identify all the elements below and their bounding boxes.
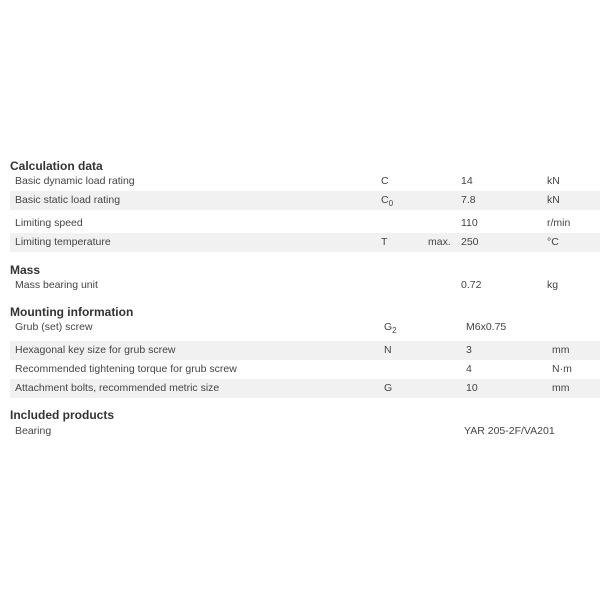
mounting-information-heading: Mounting information [10,305,134,319]
row-label: Basic static load rating [15,194,121,206]
calculation-data-heading: Calculation data [10,159,103,173]
table-row-static-load [10,191,600,210]
row-unit: mm [552,344,570,356]
row-symbol: G [384,382,393,394]
row-value: 7.8 [461,194,476,206]
row-value: M6x0.75 [466,321,507,333]
row-value: 4 [466,363,472,375]
row-symbol [384,318,397,337]
table-row-bearing [10,422,600,441]
row-value: 3 [466,344,472,356]
row-unit: kN [547,194,560,206]
row-symbol [381,191,393,210]
table-row-limiting-temperature [10,233,600,252]
row-unit: kN [547,175,560,187]
row-label: Basic dynamic load rating [15,175,135,187]
row-label: Limiting speed [15,217,83,229]
row-label: Limiting temperature [15,236,111,248]
table-row-limiting-speed [10,214,600,233]
row-value: 10 [466,382,478,394]
included-products-heading: Included products [10,408,115,422]
table-row-hex-key [10,341,600,360]
row-label: Mass bearing unit [15,279,98,291]
symbol-main: G [384,321,393,333]
row-unit: r/min [547,217,571,229]
row-qualifier: max. [428,236,451,248]
row-label: Grub (set) screw [15,321,93,333]
row-symbol: C [381,175,389,187]
row-label: Bearing [15,425,52,437]
row-value: 14 [461,175,473,187]
row-unit: kg [547,279,559,291]
row-symbol: T [381,236,388,248]
row-value: 110 [461,217,478,229]
row-label: Hexagonal key size for grub screw [15,344,176,356]
symbol-main: C [381,194,389,206]
table-row-dynamic-load [10,172,600,191]
row-value: YAR 205-2F/VA201 [464,425,555,437]
symbol-subscript: 0 [388,199,394,208]
table-row-tightening-torque [10,360,600,379]
row-value: 250 [461,236,479,248]
mass-heading: Mass [10,263,41,277]
row-label: Recommended tightening torque for grub screw [15,363,237,375]
table-row-grub-screw [10,318,600,337]
row-symbol: N [384,344,392,356]
row-label: Attachment bolts, recommended metric size [15,382,220,394]
table-row-attachment-bolts [10,379,600,398]
row-unit: mm [552,382,570,394]
symbol-subscript: 2 [392,326,397,335]
table-row-mass [10,276,600,295]
row-unit: °C [547,236,559,248]
row-value: 0.72 [461,279,482,291]
row-unit: N·m [552,363,572,375]
